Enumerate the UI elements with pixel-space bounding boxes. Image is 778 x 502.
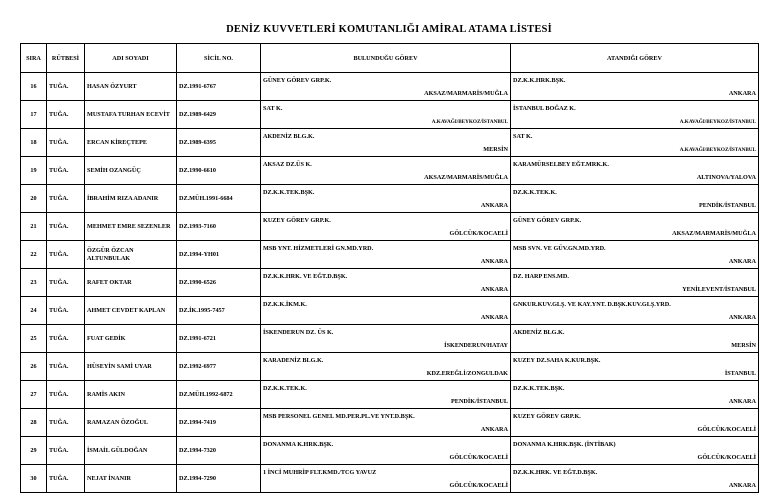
cell-bulundugu-gorev bbox=[261, 269, 511, 297]
atandigi-gorev-yer: MERSİN bbox=[731, 342, 756, 349]
cell-atandigi-gorev bbox=[511, 409, 759, 437]
cell-adi-soyadi: RAMİS AKIN bbox=[85, 381, 177, 409]
atandigi-gorev-text: KUZEY DZ.SAHA K.KUR.BŞK. bbox=[513, 357, 601, 364]
cell-sira: 30 bbox=[21, 465, 47, 493]
cell-bulundugu-gorev bbox=[261, 297, 511, 325]
header-adi-soyadi: ADI SOYADI bbox=[85, 44, 177, 73]
cell-bulundugu-gorev bbox=[261, 73, 511, 101]
cell-adi-soyadi: HASAN ÖZYURT bbox=[85, 73, 177, 101]
atandigi-gorev-yer: ANKARA bbox=[728, 258, 756, 265]
cell-atandigi-gorev bbox=[511, 129, 759, 157]
bulundugu-gorev-text: GÜNEY GÖREV GRP.K. bbox=[263, 77, 332, 84]
cell-sira: 26 bbox=[21, 353, 47, 381]
atandigi-gorev-yer: ANKARA bbox=[728, 398, 756, 405]
cell-bulundugu-gorev bbox=[261, 381, 511, 409]
cell-adi-soyadi: ERCAN KİREÇTEPE bbox=[85, 129, 177, 157]
atandigi-gorev-text: MSB SVN. VE GÜV.GN.MD.YRD. bbox=[513, 245, 606, 252]
cell-bulundugu-gorev bbox=[261, 101, 511, 129]
cell-bulundugu-gorev bbox=[261, 465, 511, 493]
cell-bulundugu-gorev bbox=[261, 185, 511, 213]
atandigi-gorev-yer: ALTINOVA/YALOVA bbox=[696, 174, 756, 181]
bulundugu-gorev-yer: PENDİK/İSTANBUL bbox=[451, 398, 508, 405]
bulundugu-gorev-text: KUZEY GÖREV GRP.K. bbox=[263, 217, 331, 224]
atandigi-gorev-text: KUZEY GÖREV GRP.K. bbox=[513, 413, 581, 420]
cell-adi-soyadi: RAFET OKTAR bbox=[85, 269, 177, 297]
cell-rutbe: TUĞA. bbox=[47, 269, 85, 297]
bulundugu-gorev-yer: A.KAVAĞI/BEYKOZ/İSTANBUL bbox=[431, 119, 508, 125]
cell-bulundugu-gorev bbox=[261, 241, 511, 269]
cell-sira: 16 bbox=[21, 73, 47, 101]
cell-sira: 29 bbox=[21, 437, 47, 465]
bulundugu-gorev-text: DZ.K.K.HRK. VE EĞT.D.BŞK. bbox=[263, 273, 348, 280]
bulundugu-gorev-yer: ANKARA bbox=[480, 314, 508, 321]
cell-adi-soyadi: MUSTAFA TURHAN ECEVİT bbox=[85, 101, 177, 129]
bulundugu-gorev-yer: GÖLCÜK/KOCAELİ bbox=[449, 454, 508, 461]
cell-rutbe: TUĞA. bbox=[47, 353, 85, 381]
bulundugu-gorev-text: 1 İNCİ MUHRİP FLT.KMD./TCG YAVUZ bbox=[263, 469, 377, 476]
bulundugu-gorev-yer: MERSİN bbox=[483, 146, 508, 153]
atandigi-gorev-text: KARAMÜRSELBEY EĞT.MRK.K. bbox=[513, 161, 609, 168]
cell-sira: 18 bbox=[21, 129, 47, 157]
cell-atandigi-gorev bbox=[511, 381, 759, 409]
atandigi-gorev-text: DONANMA K.HRK.BŞK. (İNTİBAK) bbox=[513, 441, 616, 448]
cell-bulundugu-gorev bbox=[261, 325, 511, 353]
cell-sicil-no: DZ.1994-7290 bbox=[177, 465, 261, 493]
cell-sicil-no: DZ.1991-6721 bbox=[177, 325, 261, 353]
bulundugu-gorev-yer: AKSAZ/MARMARİS/MUĞLA bbox=[424, 90, 508, 97]
cell-rutbe: TUĞA. bbox=[47, 241, 85, 269]
bulundugu-gorev-yer: ANKARA bbox=[480, 286, 508, 293]
header-rutbesi: RÜTBESİ bbox=[47, 44, 85, 73]
cell-adi-soyadi: RAMAZAN ÖZOĞUL bbox=[85, 409, 177, 437]
cell-sicil-no: DZ.MÜH.1991-6684 bbox=[177, 185, 261, 213]
cell-bulundugu-gorev bbox=[261, 353, 511, 381]
cell-bulundugu-gorev bbox=[261, 213, 511, 241]
cell-sira: 25 bbox=[21, 325, 47, 353]
atandigi-gorev-yer: AKSAZ/MARMARİS/MUĞLA bbox=[672, 230, 756, 237]
cell-sira: 28 bbox=[21, 409, 47, 437]
cell-atandigi-gorev bbox=[511, 213, 759, 241]
cell-sira: 24 bbox=[21, 297, 47, 325]
bulundugu-gorev-text: İSKENDERUN DZ. ÜS K. bbox=[263, 329, 334, 336]
header-atandigi-gorev: ATANDIĞI GÖREV bbox=[511, 44, 759, 73]
cell-sira: 22 bbox=[21, 241, 47, 269]
bulundugu-gorev-text: DZ.K.K.TEK.K. bbox=[263, 385, 307, 392]
cell-atandigi-gorev bbox=[511, 73, 759, 101]
bulundugu-gorev-yer: ANKARA bbox=[480, 426, 508, 433]
cell-atandigi-gorev bbox=[511, 465, 759, 493]
bulundugu-gorev-yer: İSKENDERUN/HATAY bbox=[444, 342, 508, 349]
cell-sicil-no: DZ.1990-6526 bbox=[177, 269, 261, 297]
table-row bbox=[21, 465, 759, 493]
cell-bulundugu-gorev bbox=[261, 409, 511, 437]
cell-sicil-no: DZ.1991-6767 bbox=[177, 73, 261, 101]
bulundugu-gorev-text: KARADENİZ BLG.K. bbox=[263, 357, 324, 364]
bulundugu-gorev-text: DZ.K.K.TEK.BŞK. bbox=[263, 189, 315, 196]
bulundugu-gorev-yer: ANKARA bbox=[480, 202, 508, 209]
cell-sicil-no: DZ.1990-6610 bbox=[177, 157, 261, 185]
bulundugu-gorev-text: AKDENİZ BLG.K. bbox=[263, 133, 315, 140]
cell-rutbe: TUĞA. bbox=[47, 437, 85, 465]
atandigi-gorev-yer: YENİLEVENT/İSTANBUL bbox=[682, 286, 756, 293]
atandigi-gorev-yer: PENDİK/İSTANBUL bbox=[699, 202, 756, 209]
table-row bbox=[21, 297, 759, 325]
cell-bulundugu-gorev bbox=[261, 129, 511, 157]
table-row bbox=[21, 101, 759, 129]
bulundugu-gorev-yer: ANKARA bbox=[480, 258, 508, 265]
cell-rutbe: TUĞA. bbox=[47, 213, 85, 241]
bulundugu-gorev-text: MSB PERSONEL GENEL MD.PER.PL.VE YNT.D.BŞK. bbox=[263, 413, 415, 420]
table-row bbox=[21, 157, 759, 185]
table-row bbox=[21, 325, 759, 353]
table-row bbox=[21, 185, 759, 213]
atandigi-gorev-text: İSTANBUL BOĞAZ K. bbox=[513, 105, 576, 112]
cell-adi-soyadi: MEHMET EMRE SEZENLER bbox=[85, 213, 177, 241]
cell-adi-soyadi: FUAT GEDİK bbox=[85, 325, 177, 353]
table-row bbox=[21, 381, 759, 409]
atandigi-gorev-yer: İSTANBUL bbox=[724, 370, 756, 377]
cell-rutbe: TUĞA. bbox=[47, 185, 85, 213]
cell-atandigi-gorev bbox=[511, 325, 759, 353]
table-row bbox=[21, 353, 759, 381]
cell-atandigi-gorev bbox=[511, 269, 759, 297]
cell-adi-soyadi: ÖZGÜR ÖZCAN ALTUNBULAK bbox=[85, 241, 177, 269]
atandigi-gorev-yer: ANKARA bbox=[728, 482, 756, 489]
cell-atandigi-gorev bbox=[511, 101, 759, 129]
table-row bbox=[21, 213, 759, 241]
bulundugu-gorev-text: SAT K. bbox=[263, 105, 283, 112]
bulundugu-gorev-text: DZ.K.K.İKM.K. bbox=[263, 301, 307, 308]
table-row bbox=[21, 241, 759, 269]
atandigi-gorev-yer: ANKARA bbox=[728, 90, 756, 97]
cell-adi-soyadi: NEJAT İNANIR bbox=[85, 465, 177, 493]
document-title: DENİZ KUVVETLERİ KOMUTANLIĞI AMİRAL ATAMA LİSTESİ bbox=[226, 24, 552, 35]
cell-sicil-no: DZ.1989-6395 bbox=[177, 129, 261, 157]
cell-adi-soyadi: İBRAHİM RIZA ADANIR bbox=[85, 185, 177, 213]
cell-sicil-no: DZ.İK.1995-7457 bbox=[177, 297, 261, 325]
bulundugu-gorev-yer: GÖLCÜK/KOCAELİ bbox=[449, 230, 508, 237]
cell-atandigi-gorev bbox=[511, 157, 759, 185]
cell-atandigi-gorev bbox=[511, 353, 759, 381]
atandigi-gorev-yer: A.KAVAĞI/BEYKOZ/İSTANBUL bbox=[679, 119, 756, 125]
cell-rutbe: TUĞA. bbox=[47, 73, 85, 101]
atandigi-gorev-text: SAT K. bbox=[513, 133, 533, 140]
cell-adi-soyadi: HÜSEYİN SAMİ UYAR bbox=[85, 353, 177, 381]
cell-sicil-no: DZ.MÜH.1992-6872 bbox=[177, 381, 261, 409]
cell-atandigi-gorev bbox=[511, 437, 759, 465]
table-row bbox=[21, 409, 759, 437]
atandigi-gorev-text: GNKUR.KUV.GLŞ. VE KAY.YNT. D.BŞK.KUV.GLŞ.YRD. bbox=[513, 301, 671, 308]
cell-rutbe: TUĞA. bbox=[47, 101, 85, 129]
cell-sira: 23 bbox=[21, 269, 47, 297]
cell-rutbe: TUĞA. bbox=[47, 465, 85, 493]
atandigi-gorev-yer: ANKARA bbox=[728, 314, 756, 321]
cell-rutbe: TUĞA. bbox=[47, 409, 85, 437]
cell-bulundugu-gorev bbox=[261, 157, 511, 185]
atandigi-gorev-text: DZ.K.K.HRK.BŞK. bbox=[513, 77, 566, 84]
bulundugu-gorev-text: AKSAZ DZ.ÜS K. bbox=[263, 161, 312, 168]
cell-rutbe: TUĞA. bbox=[47, 325, 85, 353]
cell-atandigi-gorev bbox=[511, 241, 759, 269]
cell-sicil-no: DZ.1989-6429 bbox=[177, 101, 261, 129]
cell-rutbe: TUĞA. bbox=[47, 157, 85, 185]
cell-sira: 17 bbox=[21, 101, 47, 129]
cell-sira: 21 bbox=[21, 213, 47, 241]
cell-sira: 27 bbox=[21, 381, 47, 409]
atandigi-gorev-yer: GÖLCÜK/KOCAELİ bbox=[697, 454, 756, 461]
cell-sira: 20 bbox=[21, 185, 47, 213]
header-bulundugu-gorev: BULUNDUĞU GÖREV bbox=[261, 44, 511, 73]
cell-rutbe: TUĞA. bbox=[47, 381, 85, 409]
table-row bbox=[21, 437, 759, 465]
atandigi-gorev-text: DZ.K.K.TEK.BŞK. bbox=[513, 385, 565, 392]
atandigi-gorev-text: DZ. HARP ENS.MD. bbox=[513, 273, 569, 280]
table-body bbox=[21, 73, 759, 493]
bulundugu-gorev-yer: AKSAZ/MARMARİS/MUĞLA bbox=[424, 174, 508, 181]
header-sicil-no: SİCİL NO. bbox=[177, 44, 261, 73]
cell-bulundugu-gorev bbox=[261, 437, 511, 465]
cell-rutbe: TUĞA. bbox=[47, 297, 85, 325]
atandigi-gorev-text: DZ.K.K.TEK.K. bbox=[513, 189, 557, 196]
table-row bbox=[21, 73, 759, 101]
cell-sicil-no: DZ.1994-YH01 bbox=[177, 241, 261, 269]
cell-sicil-no: DZ.1994-7320 bbox=[177, 437, 261, 465]
atandigi-gorev-text: DZ.K.K.HRK. VE EĞT.D.BŞK. bbox=[513, 469, 598, 476]
cell-adi-soyadi: SEMİH OZANGÜÇ bbox=[85, 157, 177, 185]
cell-sicil-no: DZ.1994-7419 bbox=[177, 409, 261, 437]
cell-sira: 19 bbox=[21, 157, 47, 185]
cell-atandigi-gorev bbox=[511, 297, 759, 325]
table-header-row bbox=[21, 44, 759, 73]
atandigi-gorev-yer: A.KAVAĞI/BEYKOZ/İSTANBUL bbox=[679, 147, 756, 153]
cell-atandigi-gorev bbox=[511, 185, 759, 213]
cell-adi-soyadi: AHMET CEVDET KAPLAN bbox=[85, 297, 177, 325]
cell-adi-soyadi: İSMAİL GÜLDOĞAN bbox=[85, 437, 177, 465]
cell-sicil-no: DZ.1993-7160 bbox=[177, 213, 261, 241]
assignment-table bbox=[20, 43, 759, 493]
atandigi-gorev-text: GÜNEY GÖREV GRP.K. bbox=[513, 217, 582, 224]
bulundugu-gorev-yer: GÖLCÜK/KOCAELİ bbox=[449, 482, 508, 489]
cell-rutbe: TUĞA. bbox=[47, 129, 85, 157]
atandigi-gorev-text: AKDENİZ BLG.K. bbox=[513, 329, 565, 336]
table-row bbox=[21, 269, 759, 297]
header-sira: SIRA bbox=[21, 44, 47, 73]
bulundugu-gorev-text: DONANMA K.HRK.BŞK. bbox=[263, 441, 334, 448]
table-row bbox=[21, 129, 759, 157]
atandigi-gorev-yer: GÖLCÜK/KOCAELİ bbox=[697, 426, 756, 433]
cell-sicil-no: DZ.1992-6977 bbox=[177, 353, 261, 381]
bulundugu-gorev-yer: KDZ.EREĞLİ/ZONGULDAK bbox=[426, 370, 508, 377]
bulundugu-gorev-text: MSB YNT. HİZMETLERİ GN.MD.YRD. bbox=[263, 245, 374, 252]
